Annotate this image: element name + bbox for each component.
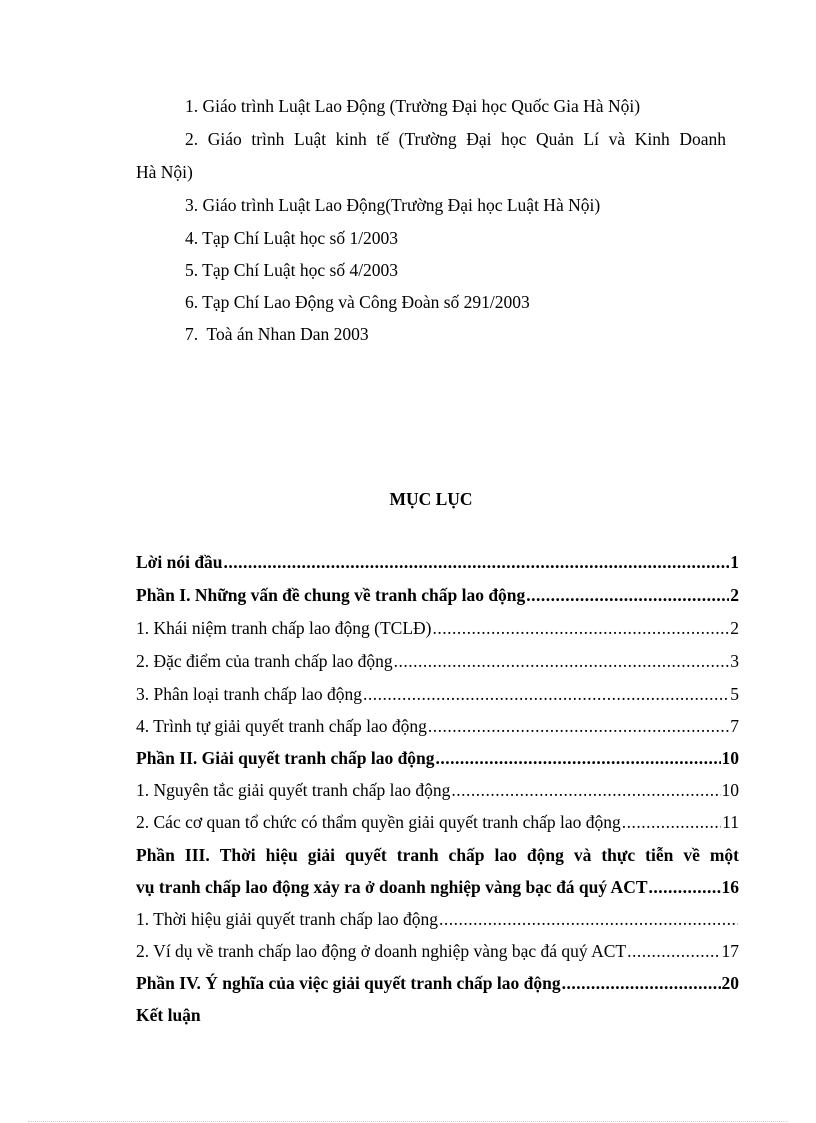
word: kinh [335, 129, 367, 149]
toc-entry[interactable] [136, 971, 739, 995]
toc-leader-dots [363, 682, 729, 706]
toc-entry-page: 17 [721, 941, 739, 961]
toc-entry-title: 1. Nguyên tắc giải quyết tranh chấp lao động [136, 780, 451, 800]
toc-entry-title: Lời nói đầu [136, 552, 223, 572]
word: học [501, 129, 527, 149]
reference-item: 5. Tạp Chí Luật học số 4/2003 [185, 260, 399, 280]
toc-leader-dots [562, 971, 721, 995]
word: giải [307, 845, 335, 865]
toc-entry[interactable] [136, 1003, 739, 1027]
toc-entry[interactable] [136, 810, 739, 834]
word: trình [251, 129, 285, 149]
toc-entry-title: vụ tranh chấp lao động xảy ra ở doanh nghiệp vàng bạc đá quý ACT [136, 877, 648, 897]
reference-item-continued: Hà Nội) [136, 162, 193, 182]
toc-entry-title: 2. Đặc điểm của tranh chấp lao động [136, 651, 393, 671]
toc-leader-dots [649, 875, 721, 899]
toc-leader-dots [627, 939, 720, 963]
toc-entry[interactable] [136, 875, 739, 899]
word: III. [184, 845, 210, 865]
toc-entry-title: 3. Phân loại tranh chấp lao động [136, 684, 362, 704]
toc-title: MỤC LỤC [389, 489, 473, 509]
toc-entry-title: 1. Khái niệm tranh chấp lao động (TCLĐ) [136, 618, 432, 638]
toc-entry[interactable] [136, 907, 739, 931]
reference-item: 3. Giáo trình Luật Lao Động(Trường Đại học Luật Hà Nội) [185, 195, 601, 215]
reference-item: 4. Tạp Chí Luật học số 1/2003 [185, 228, 399, 248]
word: hiệu [265, 845, 298, 865]
word: và [573, 845, 592, 865]
word: về [683, 845, 700, 865]
reference-item: 1. Giáo trình Luật Lao Động (Trường Đại học Quốc Gia Hà Nội) [185, 96, 641, 116]
toc-entry-page: 20 [721, 973, 739, 993]
toc-entry[interactable] [136, 714, 739, 738]
toc-entry-page: 1 [730, 552, 739, 572]
toc-entry-title: Phần II. Giải quyết tranh chấp lao động [136, 748, 435, 768]
word: 2. [185, 129, 199, 149]
toc-entry-title: 4. Trình tự giải quyết tranh chấp lao động [136, 716, 427, 736]
toc-entry-title: Phần I. Những vấn đề chung về tranh chấp lao động [136, 585, 526, 605]
toc-entry-page: 7 [730, 716, 739, 736]
reference-item: 7. Toà án Nhan Dan 2003 [185, 324, 369, 344]
toc-entry-title: 2. Các cơ quan tổ chức có thẩm quyền giải quyết tranh chấp lao động [136, 812, 621, 832]
toc-entry-title: 1. Thời hiệu giải quyết tranh chấp lao động [136, 909, 438, 929]
word: lao [494, 845, 517, 865]
word: thực [601, 845, 636, 865]
reference-item: 6. Tạp Chí Lao Động và Công Đoàn số 291/2003 [185, 292, 530, 312]
word: Đại [466, 129, 492, 149]
toc-leader-dots [451, 778, 720, 802]
toc-entry[interactable] [136, 649, 739, 673]
toc-entry-title: 2. Ví dụ về tranh chấp lao động ở doanh nghiệp vàng bạc đá quý ACT [136, 941, 627, 961]
toc-leader-dots [436, 746, 721, 770]
toc-entry-page: 2 [730, 618, 739, 638]
toc-entry[interactable] [136, 778, 739, 802]
word: quyết [344, 845, 387, 865]
toc-leader-dots [526, 583, 729, 607]
toc-leader-dots [224, 550, 730, 574]
toc-entry-page: 2 [730, 585, 739, 605]
word: Quản [535, 129, 574, 149]
word: và [608, 129, 626, 149]
word: động [526, 845, 564, 865]
word: Lí [583, 129, 599, 149]
toc-entry-page: 5 [730, 684, 739, 704]
toc-leader-dots [394, 649, 730, 673]
toc-entry[interactable] [136, 616, 739, 640]
toc-entry[interactable] [136, 746, 739, 770]
toc-entry-title: Phần IV. Ý nghĩa của việc giải quyết tranh chấp lao động [136, 973, 561, 993]
word: một [709, 845, 739, 865]
word: Doanh [679, 129, 726, 149]
toc-leader-dots [622, 810, 721, 834]
reference-item-justified [185, 127, 726, 151]
word: tranh [396, 845, 439, 865]
word: Phần [136, 845, 175, 865]
word: Luật [294, 129, 327, 149]
word: chấp [448, 845, 485, 865]
toc-leader-dots [432, 616, 729, 640]
toc-leader-dots [428, 714, 729, 738]
toc-entry[interactable] [136, 583, 739, 607]
word: Kinh [634, 129, 670, 149]
toc-entry-page: 3 [730, 651, 739, 671]
toc-entry-page: 10 [721, 780, 739, 800]
word: Thời [219, 845, 256, 865]
toc-entry-page: 16 [721, 877, 739, 897]
toc-entry-page: 10 [721, 748, 739, 768]
toc-entry[interactable] [136, 682, 739, 706]
word: (Trường [398, 129, 457, 149]
toc-entry[interactable] [136, 550, 739, 574]
toc-entry-title: Kết luận [136, 1005, 201, 1025]
word: tiễn [645, 845, 674, 865]
word: Giáo [207, 129, 242, 149]
word: tế [376, 129, 390, 149]
footer-rule [28, 1121, 788, 1122]
toc-entry-justified[interactable] [136, 843, 739, 867]
toc-entry-page: 11 [722, 812, 739, 832]
toc-leader-dots [439, 907, 738, 931]
toc-entry[interactable] [136, 939, 739, 963]
